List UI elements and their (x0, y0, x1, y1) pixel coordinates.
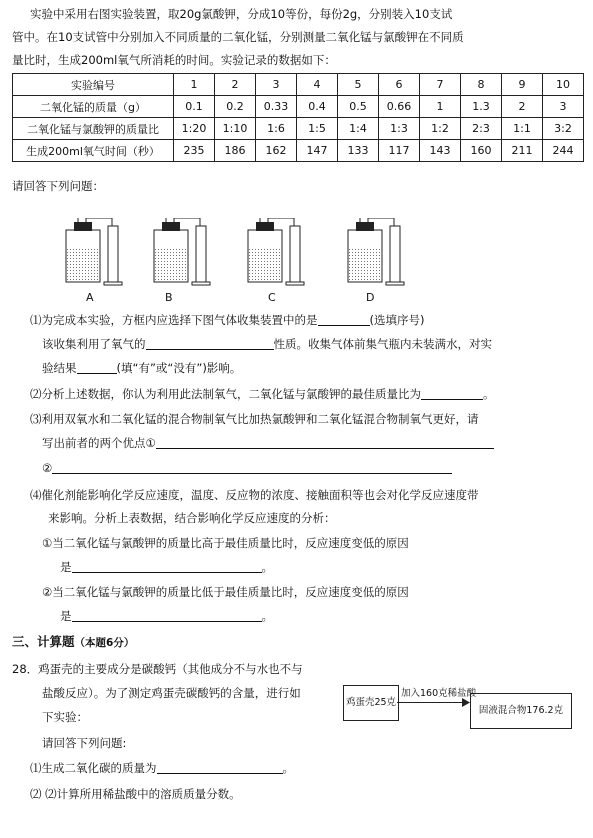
table-cell: 147 (297, 140, 338, 162)
answer-prompt: 请回答下列问题： (12, 179, 104, 193)
table-cell: 1:10 (215, 118, 256, 140)
answer-blank[interactable] (72, 560, 262, 573)
question-text: ⑴生成二氧化碳的质量为 (30, 761, 157, 775)
question-text: 该收集利用了氧气的 (42, 337, 146, 351)
answer-blank[interactable] (156, 436, 494, 449)
flow-start-box: 鸡蛋壳25克 (343, 685, 399, 721)
table-cell: 0.5 (338, 96, 379, 118)
question-28-line-2: 盐酸反应）。为了测定鸡蛋壳碳酸钙的含量，进行如 (42, 686, 301, 700)
table-cell: 1.3 (461, 96, 502, 118)
question-text: 是 (60, 560, 72, 574)
table-cell: 117 (379, 140, 420, 162)
arrow-head-icon (462, 698, 470, 707)
question-4-line-1: ⑷催化剂能影响化学反应速度，温度、反应物的浓度、接触面积等也会对化学反应速度带 (30, 488, 479, 502)
question-28-line-1: 28．鸡蛋壳的主要成分是碳酸钙（其他成分不与水也不与 (12, 662, 303, 676)
question-text: 写出前者的两个优点① (42, 436, 156, 450)
table-cell: 7 (420, 74, 461, 96)
section-3-heading (12, 634, 134, 651)
question-text: ⑴为完成本实验，方框内应选择下图气体收集装置中的是 (30, 313, 318, 327)
question-28-part-1 (30, 760, 294, 776)
table-cell: 10 (543, 74, 584, 96)
section-note: （本题6分） (74, 637, 135, 649)
table-cell: 2:3 (461, 118, 502, 140)
question-2 (30, 386, 495, 402)
apparatus-label-c: C (268, 291, 276, 304)
apparatus-c-icon (248, 218, 304, 285)
table-row-label: 二氧化锰的质量（g） (13, 96, 174, 118)
question-4-line-5: ②当二氧化锰与氯酸钾的质量比低于最佳质量比时，反应速度变低的原因 (42, 585, 409, 599)
table-row (13, 118, 584, 140)
question-28-part-2: ⑵ ⑵计算所用稀盐酸中的溶质质量分数。 (30, 787, 241, 801)
table-cell: 2 (502, 96, 543, 118)
apparatus-label-d: D (366, 291, 375, 304)
question-text: 验结果 (42, 361, 77, 375)
table-cell: 160 (461, 140, 502, 162)
table-row (13, 140, 584, 162)
table-cell: 1:2 (420, 118, 461, 140)
question-text: ⑵分析上述数据，你认为利用此法制氧气，二氧化锰与氯酸钾的最佳质量比为 (30, 387, 421, 401)
question-28-line-4: 请回答下列问题: (42, 736, 127, 750)
table-cell: 4 (297, 74, 338, 96)
table-cell: 1 (420, 96, 461, 118)
table-cell: 211 (502, 140, 543, 162)
table-cell: 1:5 (297, 118, 338, 140)
question-1-line-3 (42, 360, 241, 376)
table-cell: 3 (256, 74, 297, 96)
question-1-line-2 (42, 336, 492, 352)
table-cell: 143 (420, 140, 461, 162)
question-text: 是 (60, 609, 72, 623)
table-cell: 3:2 (543, 118, 584, 140)
apparatus-label-b: B (165, 291, 173, 304)
table-cell: 0.66 (379, 96, 420, 118)
table-cell: 1:4 (338, 118, 379, 140)
experiment-data-table (12, 73, 584, 162)
table-cell: 1:6 (256, 118, 297, 140)
table-cell: 6 (379, 74, 420, 96)
table-cell: 0.1 (174, 96, 215, 118)
question-4-line-2: 来影响。分析上表数据，结合影响化学反应速度的分析： (48, 511, 336, 525)
table-row-label: 生成200ml氧气时间（秒） (13, 140, 174, 162)
answer-blank[interactable] (72, 609, 262, 622)
table-cell: 1:3 (379, 118, 420, 140)
intro-line-2: 管中。在10支试管中分别加入不同质量的二氧化锰，分别测量二氧化锰与氯酸钾在不同质 (12, 30, 464, 44)
table-cell: 2 (215, 74, 256, 96)
intro-line-1: 实验中采用右图实验装置，取20g氯酸钾，分成10等份，每份2g，分别装入10支试 (30, 7, 453, 21)
table-cell: 0.4 (297, 96, 338, 118)
table-cell: 162 (256, 140, 297, 162)
table-cell: 0.2 (215, 96, 256, 118)
answer-blank[interactable] (77, 361, 117, 374)
question-text: 。 (261, 609, 273, 623)
answer-blank[interactable] (52, 461, 452, 474)
table-cell: 3 (543, 96, 584, 118)
table-row (13, 96, 584, 118)
question-text: (选填序号) (369, 313, 425, 327)
question-text: 。 (261, 560, 273, 574)
table-cell: 5 (338, 74, 379, 96)
section-title: 三、计算题 (12, 634, 75, 649)
flow-arrow-line (397, 702, 463, 703)
apparatus-b-icon (154, 218, 210, 285)
apparatus-label-a: A (86, 291, 94, 304)
question-text: ② (42, 461, 53, 475)
answer-blank[interactable] (157, 761, 283, 774)
table-cell: 1:20 (174, 118, 215, 140)
apparatus-d-icon (348, 218, 404, 285)
question-4-line-4 (60, 559, 273, 575)
answer-blank[interactable] (421, 387, 483, 400)
answer-blank[interactable] (146, 337, 274, 350)
question-text: 。 (282, 761, 294, 775)
flow-arrow-label: 加入160克稀盐酸 (401, 688, 477, 699)
table-cell: 1:1 (502, 118, 543, 140)
question-4-line-6 (60, 608, 273, 624)
table-row-label: 二氧化锰与氯酸钾的质量比 (13, 118, 174, 140)
question-text: (填“有”或“没有”)影响。 (116, 361, 242, 375)
apparatus-a-icon (66, 218, 122, 285)
table-row-label: 实验编号 (13, 74, 174, 96)
question-text: 性质。收集气体前集气瓶内未装满水，对实 (273, 337, 492, 351)
table-cell: 235 (174, 140, 215, 162)
flow-end-box: 固液混合物176.2克 (470, 693, 572, 729)
table-cell: 9 (502, 74, 543, 96)
table-cell: 0.33 (256, 96, 297, 118)
table-cell: 244 (543, 140, 584, 162)
answer-blank[interactable] (318, 313, 370, 326)
question-3-line-3 (42, 460, 452, 476)
table-cell: 1 (174, 74, 215, 96)
question-text: 。 (483, 387, 495, 401)
table-cell: 133 (338, 140, 379, 162)
gas-collection-apparatus-diagram (60, 218, 420, 290)
table-cell: 8 (461, 74, 502, 96)
question-3-line-2 (42, 435, 494, 451)
question-4-line-3: ①当二氧化锰与氯酸钾的质量比高于最佳质量比时，反应速度变低的原因 (42, 536, 409, 550)
table-cell: 186 (215, 140, 256, 162)
question-28-line-3: 下实验： (42, 710, 88, 724)
question-3-line-1: ⑶利用双氧水和二氧化锰的混合物制氧气比加热氯酸钾和二氧化锰混合物制氧气更好，请 (30, 412, 479, 426)
question-1-line-1 (30, 312, 424, 328)
intro-line-3: 量比时，生成200ml氧气所消耗的时间。实验记录的数据如下： (12, 53, 336, 67)
table-row (13, 74, 584, 96)
